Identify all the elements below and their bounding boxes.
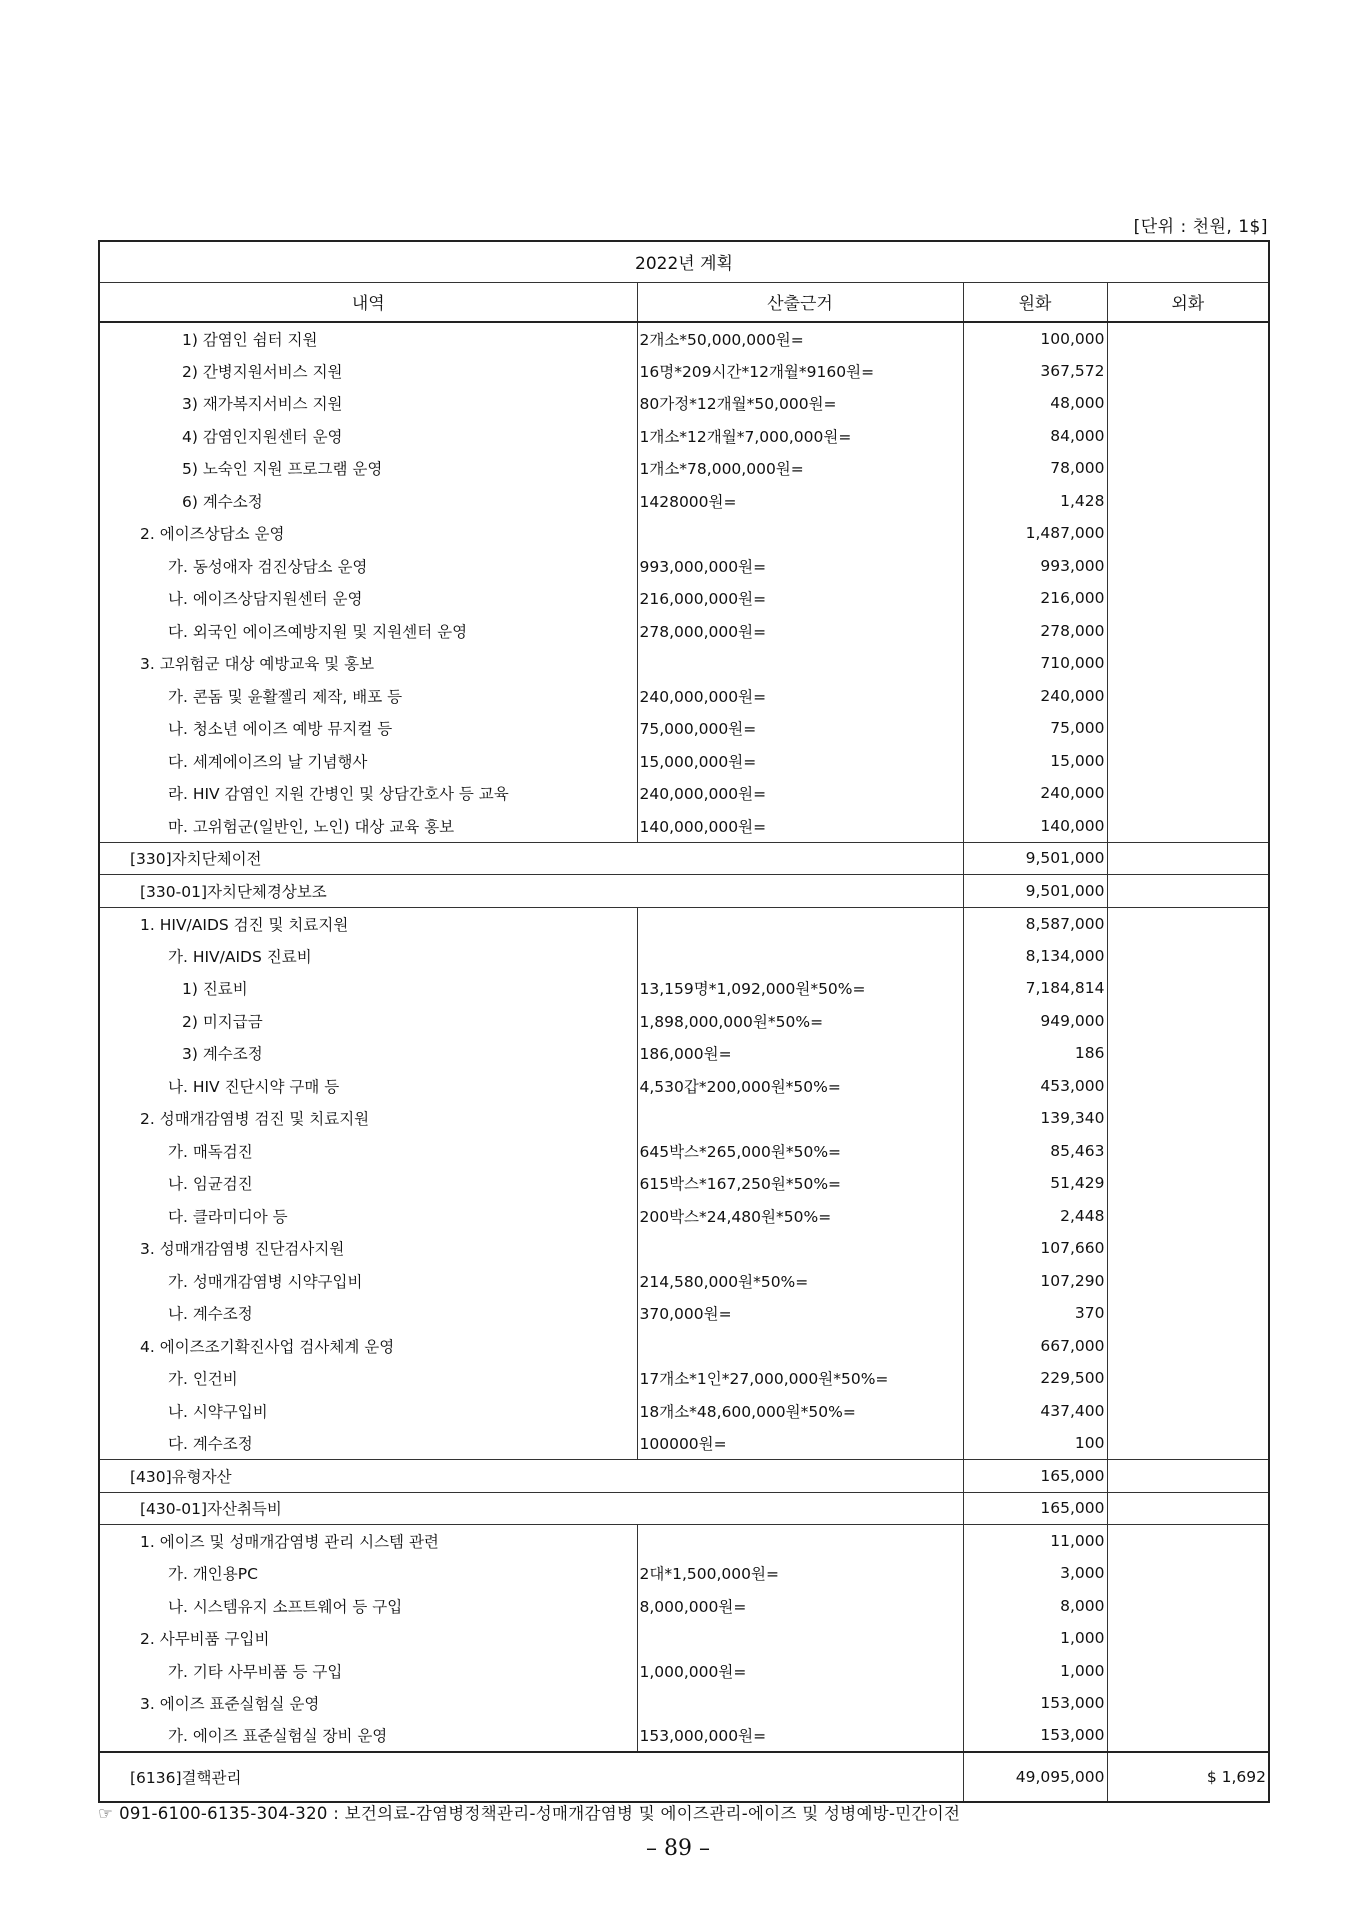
cell-fx — [1107, 712, 1269, 745]
cell-fx — [1107, 1687, 1269, 1720]
table-row — [99, 1590, 1269, 1623]
cell-fx — [1107, 355, 1269, 388]
footnote-text: 091-6100-6135-304-320 : 보건의료-감염병정책관리-성매개감염병 및 에이즈관리-에이즈 및 성병예방-민간이전 — [119, 1804, 961, 1823]
table-row — [99, 1395, 1269, 1428]
cell-krw: 78,000 — [963, 452, 1107, 485]
cell-basis: 8,000,000원= — [637, 1590, 963, 1623]
table-row — [99, 1427, 1269, 1460]
cell-item: 가. 성매개감염병 시약구입비 — [99, 1265, 637, 1298]
table-row — [99, 1102, 1269, 1135]
cell-basis: 2개소*50,000,000원= — [637, 322, 963, 355]
cell-item: 마. 고위험군(일반인, 노인) 대상 교육 홍보 — [99, 810, 637, 843]
cell-krw: 51,429 — [963, 1167, 1107, 1200]
table-row — [99, 1070, 1269, 1103]
cell-krw: 1,000 — [963, 1622, 1107, 1655]
table-row — [99, 1622, 1269, 1655]
cell-krw: 165,000 — [963, 1492, 1107, 1525]
cell-basis — [637, 1102, 963, 1135]
cell-krw: 229,500 — [963, 1362, 1107, 1395]
table-row — [99, 940, 1269, 973]
cell-basis: 615박스*167,250원*50%= — [637, 1167, 963, 1200]
table-row — [99, 745, 1269, 778]
table-row — [99, 712, 1269, 745]
cell-item: 가. 매독검진 — [99, 1135, 637, 1168]
cell-krw: 85,463 — [963, 1135, 1107, 1168]
table-row — [99, 582, 1269, 615]
cell-item: 나. 임균검진 — [99, 1167, 637, 1200]
cell-krw: 140,000 — [963, 810, 1107, 843]
cell-krw: 165,000 — [963, 1460, 1107, 1493]
cell-item: 1) 진료비 — [99, 972, 637, 1005]
cell-item: 2) 미지급금 — [99, 1005, 637, 1038]
cell-fx — [1107, 485, 1269, 518]
cell-basis: 17개소*1인*27,000,000원*50%= — [637, 1362, 963, 1395]
cell-krw: 1,000 — [963, 1655, 1107, 1688]
table-row — [99, 550, 1269, 583]
table-row — [99, 1655, 1269, 1688]
cell-krw: 278,000 — [963, 615, 1107, 648]
cell-fx — [1107, 1167, 1269, 1200]
cell-fx — [1107, 615, 1269, 648]
cell-fx — [1107, 1460, 1269, 1493]
cell-basis — [637, 1687, 963, 1720]
cell-fx — [1107, 1005, 1269, 1038]
table-row — [99, 647, 1269, 680]
cell-krw: 240,000 — [963, 680, 1107, 713]
cell-basis: 370,000원= — [637, 1297, 963, 1330]
cell-item: 가. 개인용PC — [99, 1557, 637, 1590]
cell-fx — [1107, 1362, 1269, 1395]
cell-basis: 1428000원= — [637, 485, 963, 518]
table-row — [99, 1557, 1269, 1590]
cell-item: 3. 에이즈 표준실험실 운영 — [99, 1687, 637, 1720]
cell-fx — [1107, 1655, 1269, 1688]
cell-basis: 80가정*12개월*50,000원= — [637, 387, 963, 420]
table-row — [99, 387, 1269, 420]
table-row — [99, 355, 1269, 388]
table-row — [99, 777, 1269, 810]
cell-basis: 240,000,000원= — [637, 680, 963, 713]
table-row — [99, 1005, 1269, 1038]
table-row — [99, 1720, 1269, 1753]
total-fx: $ 1,692 — [1107, 1752, 1269, 1802]
cell-krw: 3,000 — [963, 1557, 1107, 1590]
cell-item: 나. 에이즈상담지원센터 운영 — [99, 582, 637, 615]
pointing-hand-icon: ☞ — [98, 1804, 114, 1823]
cell-basis — [637, 517, 963, 550]
cell-krw: 240,000 — [963, 777, 1107, 810]
cell-fx — [1107, 1492, 1269, 1525]
cell-fx — [1107, 1265, 1269, 1298]
cell-basis: 18개소*48,600,000원*50%= — [637, 1395, 963, 1428]
cell-item: 가. 인건비 — [99, 1362, 637, 1395]
table-row — [99, 875, 1269, 908]
cell-fx — [1107, 1297, 1269, 1330]
cell-basis: 1개소*78,000,000원= — [637, 452, 963, 485]
cell-krw: 367,572 — [963, 355, 1107, 388]
table-row — [99, 1265, 1269, 1298]
cell-krw: 100,000 — [963, 322, 1107, 355]
cell-krw: 949,000 — [963, 1005, 1107, 1038]
cell-item: 다. 계수조정 — [99, 1427, 637, 1460]
cell-item: 나. 청소년 에이즈 예방 뮤지컬 등 — [99, 712, 637, 745]
cell-fx — [1107, 745, 1269, 778]
table-row — [99, 485, 1269, 518]
cell-krw: 153,000 — [963, 1687, 1107, 1720]
cell-krw: 9,501,000 — [963, 842, 1107, 875]
cell-item: 나. HIV 진단시약 구매 등 — [99, 1070, 637, 1103]
cell-item: 3) 재가복지서비스 지원 — [99, 387, 637, 420]
cell-krw: 370 — [963, 1297, 1107, 1330]
cell-item: 5) 노숙인 지원 프로그램 운영 — [99, 452, 637, 485]
cell-fx — [1107, 1557, 1269, 1590]
cell-basis: 240,000,000원= — [637, 777, 963, 810]
cell-item: 3. 고위험군 대상 예방교육 및 홍보 — [99, 647, 637, 680]
cell-basis — [637, 647, 963, 680]
total-row — [99, 1752, 1269, 1802]
cell-krw: 1,487,000 — [963, 517, 1107, 550]
cell-item: 가. 동성애자 검진상담소 운영 — [99, 550, 637, 583]
cell-krw: 139,340 — [963, 1102, 1107, 1135]
cell-item: 2. 성매개감염병 검진 및 치료지원 — [99, 1102, 637, 1135]
cell-krw: 9,501,000 — [963, 875, 1107, 908]
table-row — [99, 322, 1269, 355]
cell-item: 2) 간병지원서비스 지원 — [99, 355, 637, 388]
cell-krw: 1,428 — [963, 485, 1107, 518]
cell-krw: 84,000 — [963, 420, 1107, 453]
cell-item: 다. 세계에이즈의 날 기념행사 — [99, 745, 637, 778]
cell-krw: 437,400 — [963, 1395, 1107, 1428]
cell-basis: 15,000,000원= — [637, 745, 963, 778]
cell-fx — [1107, 452, 1269, 485]
cell-item: 가. 기타 사무비품 등 구입 — [99, 1655, 637, 1688]
total-item: [6136]결핵관리 — [99, 1752, 963, 1802]
cell-item: 다. 외국인 에이즈예방지원 및 지원센터 운영 — [99, 615, 637, 648]
table-row — [99, 810, 1269, 843]
cell-item: 다. 클라미디아 등 — [99, 1200, 637, 1233]
cell-fx — [1107, 1525, 1269, 1558]
cell-basis: 13,159명*1,092,000원*50%= — [637, 972, 963, 1005]
cell-fx — [1107, 420, 1269, 453]
table-row — [99, 452, 1269, 485]
table-row — [99, 1330, 1269, 1363]
table-row — [99, 842, 1269, 875]
cell-item: 나. 시스템유지 소프트웨어 등 구입 — [99, 1590, 637, 1623]
budget-table — [98, 240, 1270, 1803]
cell-basis — [637, 907, 963, 940]
cell-item: 1. HIV/AIDS 검진 및 치료지원 — [99, 907, 637, 940]
cell-krw: 107,290 — [963, 1265, 1107, 1298]
cell-basis: 140,000,000원= — [637, 810, 963, 843]
cell-fx — [1107, 875, 1269, 908]
cell-krw: 453,000 — [963, 1070, 1107, 1103]
table-row — [99, 972, 1269, 1005]
cell-krw: 8,134,000 — [963, 940, 1107, 973]
cell-item: 1) 감염인 쉼터 지원 — [99, 322, 637, 355]
cell-fx — [1107, 842, 1269, 875]
cell-basis: 75,000,000원= — [637, 712, 963, 745]
cell-fx — [1107, 1200, 1269, 1233]
cell-basis: 2대*1,500,000원= — [637, 1557, 963, 1590]
cell-krw: 153,000 — [963, 1720, 1107, 1753]
table-row — [99, 1492, 1269, 1525]
cell-fx — [1107, 907, 1269, 940]
cell-krw: 667,000 — [963, 1330, 1107, 1363]
table-row — [99, 1362, 1269, 1395]
cell-fx — [1107, 1102, 1269, 1135]
table-row — [99, 1167, 1269, 1200]
cell-fx — [1107, 1232, 1269, 1265]
cell-fx — [1107, 1622, 1269, 1655]
unit-note: [단위 : 천원, 1$] — [1133, 217, 1268, 237]
cell-basis: 214,580,000원*50%= — [637, 1265, 963, 1298]
cell-basis: 153,000,000원= — [637, 1720, 963, 1753]
cell-item: [430-01]자산취득비 — [99, 1492, 963, 1525]
cell-fx — [1107, 972, 1269, 1005]
table-row — [99, 1232, 1269, 1265]
cell-krw: 2,448 — [963, 1200, 1107, 1233]
cell-item: 가. HIV/AIDS 진료비 — [99, 940, 637, 973]
cell-basis: 100000원= — [637, 1427, 963, 1460]
cell-fx — [1107, 1720, 1269, 1753]
table-row — [99, 1200, 1269, 1233]
cell-krw: 8,587,000 — [963, 907, 1107, 940]
table-row — [99, 1037, 1269, 1070]
cell-item: [330-01]자치단체경상보조 — [99, 875, 963, 908]
cell-basis: 1,898,000,000원*50%= — [637, 1005, 963, 1038]
cell-krw: 993,000 — [963, 550, 1107, 583]
cell-item: 2. 사무비품 구입비 — [99, 1622, 637, 1655]
cell-krw: 15,000 — [963, 745, 1107, 778]
cell-basis — [637, 940, 963, 973]
cell-fx — [1107, 1330, 1269, 1363]
cell-krw: 107,660 — [963, 1232, 1107, 1265]
cell-krw: 186 — [963, 1037, 1107, 1070]
cell-basis: 993,000,000원= — [637, 550, 963, 583]
header-item: 내역 — [99, 282, 637, 322]
cell-basis: 16명*209시간*12개월*9160원= — [637, 355, 963, 388]
header-fx: 외화 — [1107, 282, 1269, 322]
cell-fx — [1107, 1037, 1269, 1070]
cell-krw: 11,000 — [963, 1525, 1107, 1558]
cell-krw: 75,000 — [963, 712, 1107, 745]
header-basis: 산출근거 — [637, 282, 963, 322]
cell-krw: 216,000 — [963, 582, 1107, 615]
cell-basis: 216,000,000원= — [637, 582, 963, 615]
cell-basis: 278,000,000원= — [637, 615, 963, 648]
cell-fx — [1107, 322, 1269, 355]
cell-krw: 48,000 — [963, 387, 1107, 420]
table-row — [99, 615, 1269, 648]
cell-krw: 100 — [963, 1427, 1107, 1460]
cell-basis — [637, 1232, 963, 1265]
cell-basis: 186,000원= — [637, 1037, 963, 1070]
table-row — [99, 1460, 1269, 1493]
cell-basis — [637, 1525, 963, 1558]
cell-fx — [1107, 550, 1269, 583]
cell-fx — [1107, 517, 1269, 550]
cell-item: 4. 에이즈조기확진사업 검사체계 운영 — [99, 1330, 637, 1363]
table-title: 2022년 계획 — [99, 241, 1269, 282]
table-row — [99, 420, 1269, 453]
cell-item: 가. 에이즈 표준실험실 장비 운영 — [99, 1720, 637, 1753]
footnote — [98, 1800, 960, 1824]
cell-item: 나. 시약구입비 — [99, 1395, 637, 1428]
cell-fx — [1107, 387, 1269, 420]
cell-item: 나. 계수조정 — [99, 1297, 637, 1330]
table-row — [99, 1135, 1269, 1168]
cell-basis: 200박스*24,480원*50%= — [637, 1200, 963, 1233]
cell-item: 라. HIV 감염인 지원 간병인 및 상담간호사 등 교육 — [99, 777, 637, 810]
cell-item: 가. 콘돔 및 윤활젤리 제작, 배포 등 — [99, 680, 637, 713]
header-krw: 원화 — [963, 282, 1107, 322]
cell-basis: 645박스*265,000원*50%= — [637, 1135, 963, 1168]
cell-item: 2. 에이즈상담소 운영 — [99, 517, 637, 550]
table-row — [99, 1297, 1269, 1330]
cell-item: 4) 감염인지원센터 운영 — [99, 420, 637, 453]
cell-item: [330]자치단체이전 — [99, 842, 963, 875]
table-row — [99, 517, 1269, 550]
cell-item: 6) 계수소정 — [99, 485, 637, 518]
total-krw: 49,095,000 — [963, 1752, 1107, 1802]
cell-fx — [1107, 1427, 1269, 1460]
cell-basis — [637, 1622, 963, 1655]
cell-basis: 1,000,000원= — [637, 1655, 963, 1688]
cell-fx — [1107, 1070, 1269, 1103]
cell-fx — [1107, 1590, 1269, 1623]
cell-fx — [1107, 680, 1269, 713]
cell-basis: 4,530갑*200,000원*50%= — [637, 1070, 963, 1103]
cell-basis — [637, 1330, 963, 1363]
cell-item: 1. 에이즈 및 성매개감염병 관리 시스템 관련 — [99, 1525, 637, 1558]
cell-item: 3) 계수조정 — [99, 1037, 637, 1070]
table-row — [99, 1687, 1269, 1720]
cell-krw: 8,000 — [963, 1590, 1107, 1623]
cell-item: 3. 성매개감염병 진단검사지원 — [99, 1232, 637, 1265]
cell-fx — [1107, 582, 1269, 615]
cell-fx — [1107, 1395, 1269, 1428]
cell-fx — [1107, 777, 1269, 810]
cell-krw: 710,000 — [963, 647, 1107, 680]
cell-item: [430]유형자산 — [99, 1460, 963, 1493]
cell-fx — [1107, 940, 1269, 973]
cell-fx — [1107, 1135, 1269, 1168]
cell-basis: 1개소*12개월*7,000,000원= — [637, 420, 963, 453]
table-row — [99, 680, 1269, 713]
cell-fx — [1107, 810, 1269, 843]
cell-fx — [1107, 647, 1269, 680]
table-row — [99, 907, 1269, 940]
table-row — [99, 1525, 1269, 1558]
cell-krw: 7,184,814 — [963, 972, 1107, 1005]
page-number: – 89 – — [646, 1836, 710, 1861]
